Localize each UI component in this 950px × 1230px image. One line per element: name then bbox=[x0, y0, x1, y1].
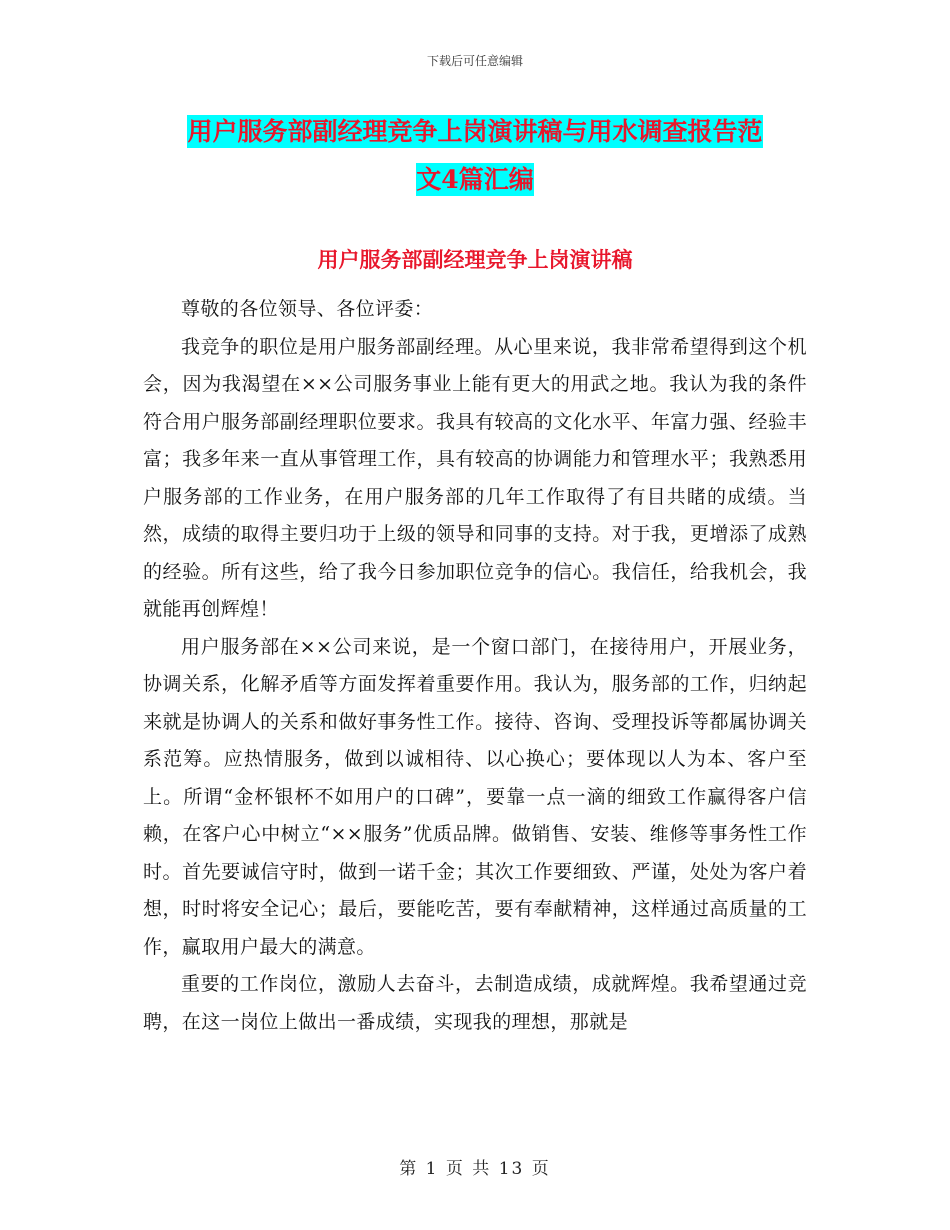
paragraph: 用户服务部在××公司来说，是一个窗口部门，在接待用户，开展业务，协调关系，化解矛盾等方面发挥着重要作用。我认为，服务部的工作，归纳起来就是协调人的关系和做好事务性工作。接待、咨询、受理投诉等都属协调关系范筹。应热情服务，做到以诚相待、以心换心；要体现以人为本、客户至上。所谓“金杯银杯不如用户的口碑”，要靠一点一滴的细致工作赢得客户信赖，在客户心中树立“××服务”优质品牌。做销售、安装、维修等事务性工作时。首先要诚信守时，做到一诺千金；其次工作要细致、严谨，处处为客户着想，时时将安全记心；最后，要能吃苦，要有奉献精神，这样通过高质量的工作，赢取用户最大的满意。 bbox=[143, 635, 807, 958]
title-line-1: 用户服务部副经理竞争上岗演讲稿与用水调查报告范 bbox=[187, 117, 763, 146]
paragraph: 重要的工作岗位，激励人去奋斗，去制造成绩，成就辉煌。我希望通过竞聘，在这一岗位上做出一番成绩，实现我的理想，那就是 bbox=[143, 973, 807, 1033]
page-number: 第 1 页 共 13 页 bbox=[399, 1159, 551, 1179]
paragraph-salutation: 尊敬的各位领导、各位评委： bbox=[181, 298, 434, 320]
section-title: 用户服务部副经理竞争上岗演讲稿 bbox=[317, 247, 633, 272]
title-line-2: 文4篇汇编 bbox=[416, 165, 534, 194]
header-note: 下载后可任意编辑 bbox=[426, 54, 523, 68]
paragraph: 我竞争的职位是用户服务部副经理。从心里来说，我非常希望得到这个机会，因为我渴望在××公司服务事业上能有更大的用武之地。我认为我的条件符合用户服务部副经理职位要求。我具有较高的文化水平、年富力强、经验丰富；我多年来一直从事管理工作，具有较高的协调能力和管理水平；我熟悉用户服务部的工作业务，在用户服务部的几年工作取得了有目共睹的成绩。当然，成绩的取得主要归功于上级的领导和同事的支持。对于我，更增添了成熟的经验。所有这些，给了我今日参加职位竞争的信心。我信任，给我机会，我就能再创辉煌！ bbox=[143, 335, 807, 620]
document-title bbox=[140, 108, 810, 204]
document-body bbox=[143, 291, 807, 1041]
